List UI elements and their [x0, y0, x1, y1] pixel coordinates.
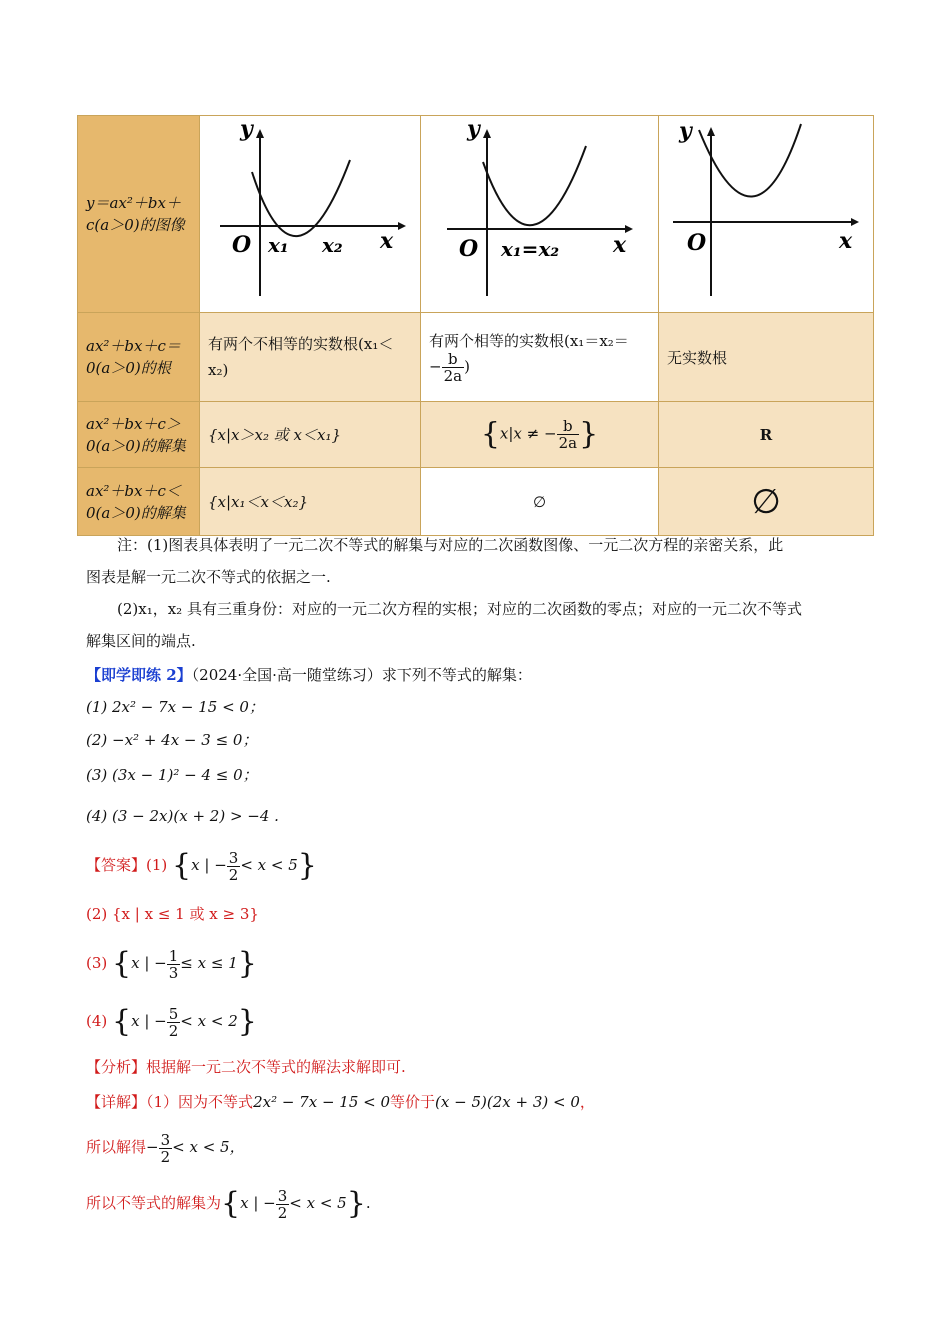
y-axis-label: y	[467, 116, 480, 142]
cell-greater-two-roots: {x|x＞x₂ 或 x＜x₁}	[200, 402, 421, 468]
x1-label: x₁	[268, 233, 289, 257]
cell-greater-equal-roots: {x|x ≠ − $\frac{b}{2a}$ }	[421, 402, 659, 468]
quadratic-summary-table	[77, 115, 874, 536]
table-row-roots	[78, 313, 874, 402]
note-1-line-1: 注：(1)图表具体表明了一元二次不等式的解集与对应的二次函数图像、一元二次方程的亲密关系，此	[117, 536, 784, 554]
graph-two-roots	[200, 116, 421, 308]
graph-one-root	[421, 116, 659, 308]
origin-label: O	[232, 232, 252, 258]
x-axis-label: x	[613, 232, 627, 258]
y-axis-label: y	[679, 118, 692, 144]
analysis: 【分析】根据解一元二次不等式的解法求解即可.	[86, 1058, 406, 1076]
exercise-q2: (2) −x² + 4x − 3 ≤ 0；	[86, 731, 258, 749]
detail-line-2: 所以解得− $\frac{3}{2}$ < x < 5，	[86, 1130, 245, 1166]
x-axis-label: x	[380, 228, 394, 254]
table-row-less	[78, 468, 874, 536]
table-row-greater	[78, 402, 874, 468]
cell-greater-no-roots: R	[659, 402, 874, 468]
row-header-roots: ax²＋bx＋c＝0(a＞0)的根	[78, 313, 200, 402]
x-axis-label: x	[839, 228, 853, 254]
exercise-q3: (3) (3x − 1)² − 4 ≤ 0；	[86, 766, 258, 784]
note-2-line-2: 解集区间的端点.	[86, 632, 196, 650]
row-header-less: ax²＋bx＋c＜0(a＞0)的解集	[78, 468, 200, 536]
answer-1: 【答案】(1) {x | − $\frac{3}{2}$ < x < 5}	[86, 848, 317, 884]
cell-two-distinct-roots: 有两个不相等的实数根(x₁＜x₂)	[200, 313, 421, 402]
graph-no-root	[659, 116, 874, 308]
origin-label: O	[459, 236, 479, 262]
double-root-label: x₁=x₂	[501, 237, 560, 261]
detail-line-3: 所以不等式的解集为{x | − $\frac{3}{2}$ < x < 5}.	[86, 1186, 371, 1222]
y-axis-label: y	[240, 116, 253, 142]
origin-label: O	[687, 230, 707, 256]
exercise-q1: (1) 2x² − 7x − 15 < 0；	[86, 698, 264, 716]
cell-no-real-roots: 无实数根	[659, 313, 874, 402]
x2-label: x₂	[322, 233, 343, 257]
note-2-line-1: (2)x₁，x₂ 具有三重身份：对应的一元二次方程的实根；对应的二次函数的零点；对应的一元二次不等式	[117, 600, 802, 618]
answer-4: (4) {x | − $\frac{5}{2}$ < x < 2}	[86, 1004, 257, 1040]
table-row-graph	[78, 116, 874, 313]
row-header-graph: y＝ax²＋bx＋c(a＞0)的图像	[78, 116, 200, 313]
row-header-greater: ax²＋bx＋c＞0(a＞0)的解集	[78, 402, 200, 468]
answer-2: (2) {x | x ≤ 1 或 x ≥ 3}	[86, 905, 259, 923]
cell-less-two-roots: {x|x₁＜x＜x₂}	[200, 468, 421, 536]
detail-line-1: 【详解】（1）因为不等式2x² − 7x − 15 < 0等价于(x − 5)(2x + 3) < 0，	[86, 1093, 595, 1111]
cell-equal-roots: 有两个相等的实数根(x₁＝x₂＝ − $\frac{b}{2a}$ )	[421, 313, 659, 402]
cell-less-no-roots: ∅	[659, 468, 874, 536]
note-1-line-2: 图表是解一元二次不等式的依据之一.	[86, 568, 331, 586]
exercise-q4: (4) (3 − 2x)(x + 2) > −4 .	[86, 807, 279, 825]
exercise-heading: 【即学即练 2】（2024·全国·高一随堂练习）求下列不等式的解集：	[86, 666, 532, 684]
cell-less-equal-roots: ∅	[421, 468, 659, 536]
answer-3: (3) {x | − $\frac{1}{3}$ ≤ x ≤ 1}	[86, 946, 257, 982]
